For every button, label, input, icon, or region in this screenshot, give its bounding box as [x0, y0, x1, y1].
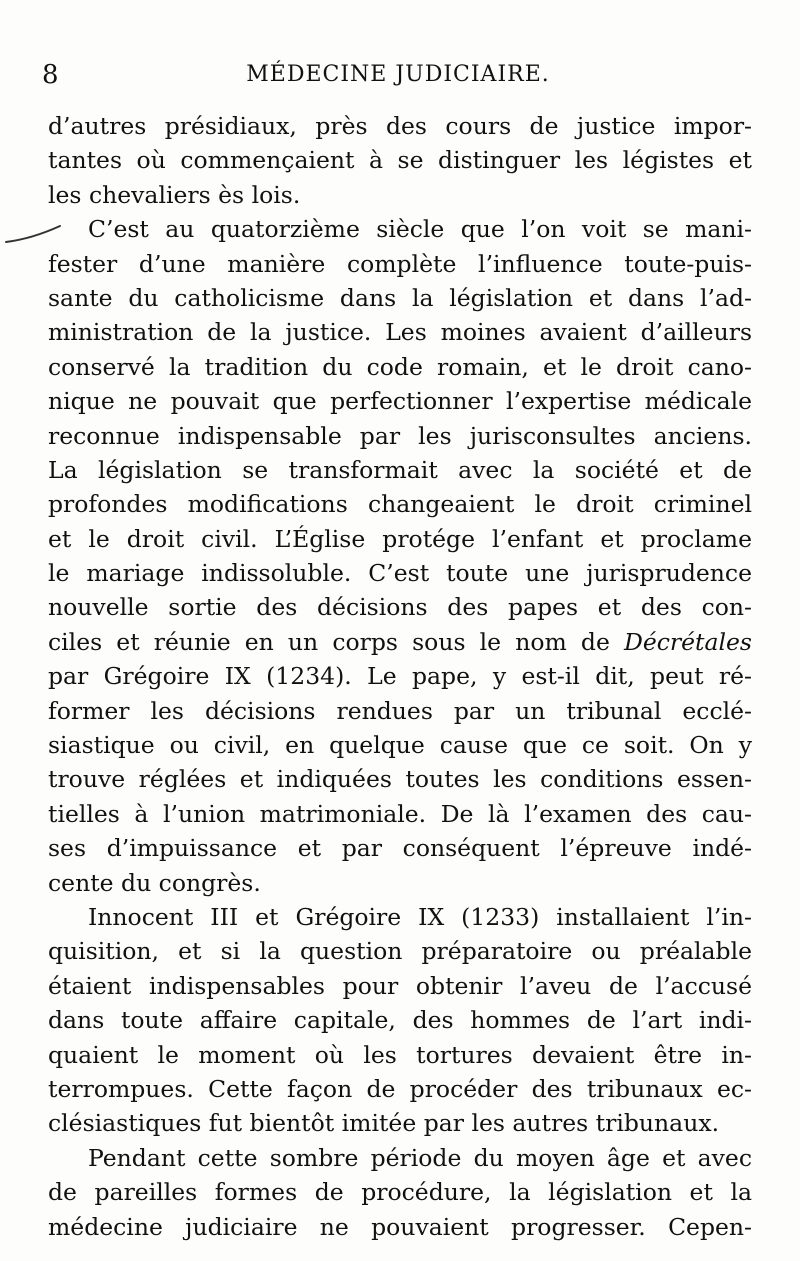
text-line: le mariage indissoluble. C’est toute une jurisprudence [48, 559, 752, 588]
text-line: siastique ou civil, en quelque cause que ce soit. On y [48, 731, 752, 760]
text-line: tielles à l’union matrimoniale. De là l’examen des cau- [48, 799, 752, 828]
text-line: Innocent III et Grégoire IX (1233) installaient l’in- [88, 902, 752, 931]
text-line: La législation se transformait avec la société et de [48, 455, 752, 484]
body-text [48, 109, 752, 1244]
text-line: trouve réglées et indiquées toutes les conditions essen- [48, 765, 752, 794]
text-line: et le droit civil. L’Église protége l’enfant et proclame [48, 524, 752, 553]
page-number: 8 [42, 60, 60, 90]
text-line: Pendant cette sombre période du moyen âge et avec [88, 1143, 752, 1172]
text-line: reconnue indispensable par les jurisconsultes anciens. [48, 421, 752, 450]
text-line: conservé la tradition du code romain, et le droit cano- [48, 352, 752, 381]
text-line: de pareilles formes de procédure, la législation et la [48, 1178, 752, 1207]
text-line: les chevaliers ès lois. [48, 180, 301, 209]
text-line: terrompues. Cette façon de procéder des tribunaux ec- [48, 1074, 752, 1103]
text-line: C’est au quatorzième siècle que l’on voit se mani- [88, 215, 752, 244]
text-line: étaient indispensables pour obtenir l’aveu de l’accusé [48, 971, 752, 1000]
text-line: médecine judiciaire ne pouvaient progresser. Cepen- [48, 1212, 752, 1241]
text-line: dans toute affaire capitale, des hommes de l’art indi- [48, 1006, 752, 1035]
text-line: ciles et réunie en un corps sous le nom de Décrétales [48, 627, 752, 656]
text-line: par Grégoire IX (1234). Le pape, y est-il dit, peut ré- [48, 662, 752, 691]
text-line: clésiastiques fut bientôt imitée par les autres tribunaux. [48, 1109, 720, 1138]
text-line: nique ne pouvait que perfectionner l’expertise médicale [48, 387, 752, 416]
text-line: quaient le moment où les tortures devaient être in- [48, 1040, 752, 1069]
text-line: tantes où commençaient à se distinguer les légistes et [48, 146, 752, 175]
text-line: profondes modifications changeaient le droit criminel [48, 490, 752, 519]
text-line: quisition, et si la question préparatoire ou préalable [48, 937, 752, 966]
text-line: d’autres présidiaux, près des cours de justice impor- [48, 112, 752, 140]
text-line: cente du congrès. [48, 868, 261, 897]
text-line: ministration de la justice. Les moines avaient d’ailleurs [48, 318, 752, 347]
running-title: MÉDECINE JUDICIAIRE. [246, 62, 550, 87]
text-line: sante du catholicisme dans la législation et dans l’ad- [48, 283, 752, 312]
text-line: ses d’impuissance et par conséquent l’épreuve indé- [48, 834, 752, 863]
text-line: former les décisions rendues par un tribunal ecclé- [48, 696, 752, 725]
text-line: nouvelle sortie des décisions des papes et des con- [48, 593, 752, 622]
page-header [42, 60, 754, 96]
text-line: fester d’une manière complète l’influence toute-puis- [48, 249, 752, 278]
